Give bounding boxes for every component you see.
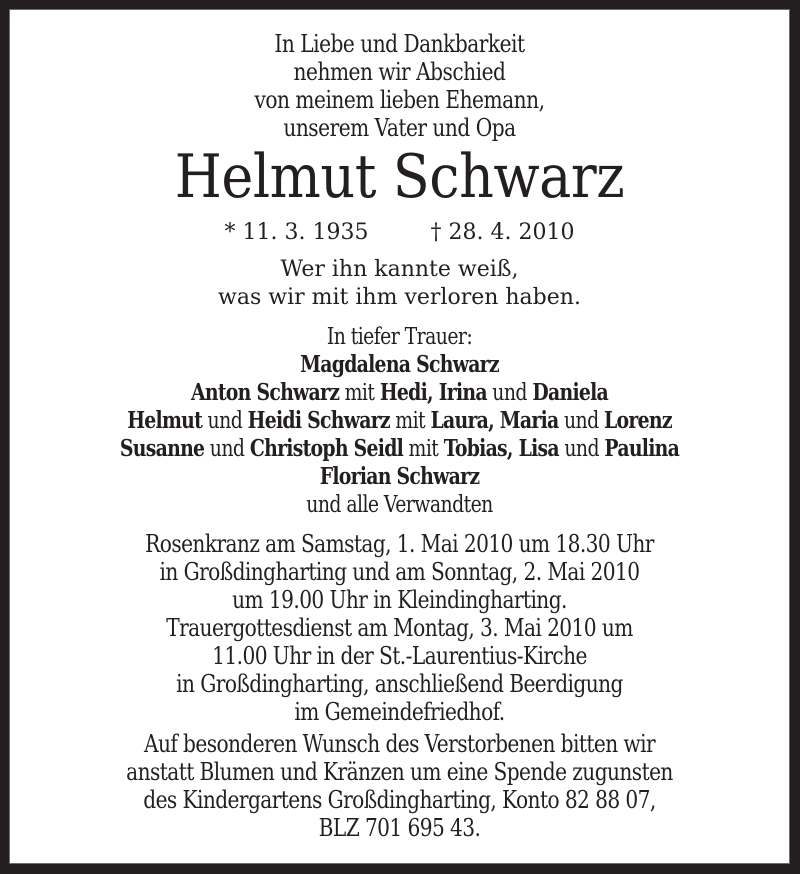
service-line: Rosenkranz am Samstag, 1. Mai 2010 um 18.30 Uhr — [145, 530, 654, 558]
mourner-name: Laura, Maria — [430, 407, 559, 434]
intro-line: von meinem lieben Ehemann, — [254, 86, 545, 114]
birth-date: * 11. 3. 1935 — [224, 220, 369, 245]
mourner-name: Heidi Schwarz — [247, 407, 390, 434]
connector-text: und — [558, 436, 605, 462]
connector-text: und — [202, 408, 248, 434]
mourner-row — [80, 463, 719, 491]
life-dates — [10, 220, 789, 246]
donation-line: anstatt Blumen und Kränzen um eine Spende zugunsten — [126, 758, 673, 786]
obituary-notice — [9, 9, 790, 864]
mourner-name: Paulina — [604, 435, 680, 462]
mourner-row — [80, 379, 719, 407]
mourner-name: Susanne — [119, 435, 205, 462]
connector-text: und — [558, 408, 605, 434]
mourner-row — [80, 351, 719, 379]
intro-line: nehmen wir Abschied — [293, 58, 506, 86]
donation-line: Auf besonderen Wunsch des Verstorbenen bitten wir — [143, 730, 656, 758]
connector-text: und — [204, 436, 250, 462]
mourner-name: Florian Schwarz — [319, 463, 480, 490]
quote-line: was wir mit ihm verloren haben. — [218, 285, 581, 310]
death-date: † 28. 4. 2010 — [430, 220, 575, 245]
service-line: 11.00 Uhr in der St.-Laurentius-Kirche — [212, 642, 587, 670]
mourner-name: Christoph Seidl — [249, 435, 404, 462]
service-line: in Großdingharting, anschließend Beerdigung — [176, 670, 623, 698]
mourner-name: Tobias, Lisa — [443, 435, 559, 462]
deceased-name: Helmut Schwarz — [174, 142, 625, 212]
quote-line: Wer ihn kannte weiß, — [280, 257, 519, 282]
service-line: in Großdingharting und am Sonntag, 2. Mai 2010 — [159, 558, 640, 586]
mourner-name: Daniela — [532, 379, 609, 406]
connector-text: mit — [389, 408, 431, 434]
mourner-name: Magdalena Schwarz — [300, 351, 499, 378]
service-line: im Gemeindefriedhof. — [294, 698, 505, 726]
mourner-name: Helmut — [127, 407, 203, 434]
mourners-heading: In tiefer Trauer: — [326, 324, 473, 350]
connector-text: mit — [403, 436, 444, 462]
service-line: um 19.00 Uhr in Kleindingharting. — [232, 586, 567, 614]
service-line: Trauergottesdienst am Montag, 3. Mai 2010 um — [166, 614, 633, 642]
mourner-name: Lorenz — [604, 407, 672, 434]
intro-line: In Liebe und Dankbarkeit — [274, 30, 525, 58]
donation-line: des Kindergartens Großdingharting, Konto 82 88 07, — [143, 786, 656, 814]
donation-line: BLZ 701 695 43. — [318, 814, 481, 842]
connector-text: mit — [339, 380, 380, 406]
intro-line: unserem Vater und Opa — [283, 114, 516, 142]
mourner-name: Anton Schwarz — [190, 379, 340, 406]
connector-text: und — [486, 380, 533, 406]
mourner-name: Hedi, Irina — [379, 379, 487, 406]
mourners-closing: und alle Verwandten — [306, 492, 493, 518]
mourner-row — [80, 435, 719, 463]
mourner-row — [80, 407, 719, 435]
